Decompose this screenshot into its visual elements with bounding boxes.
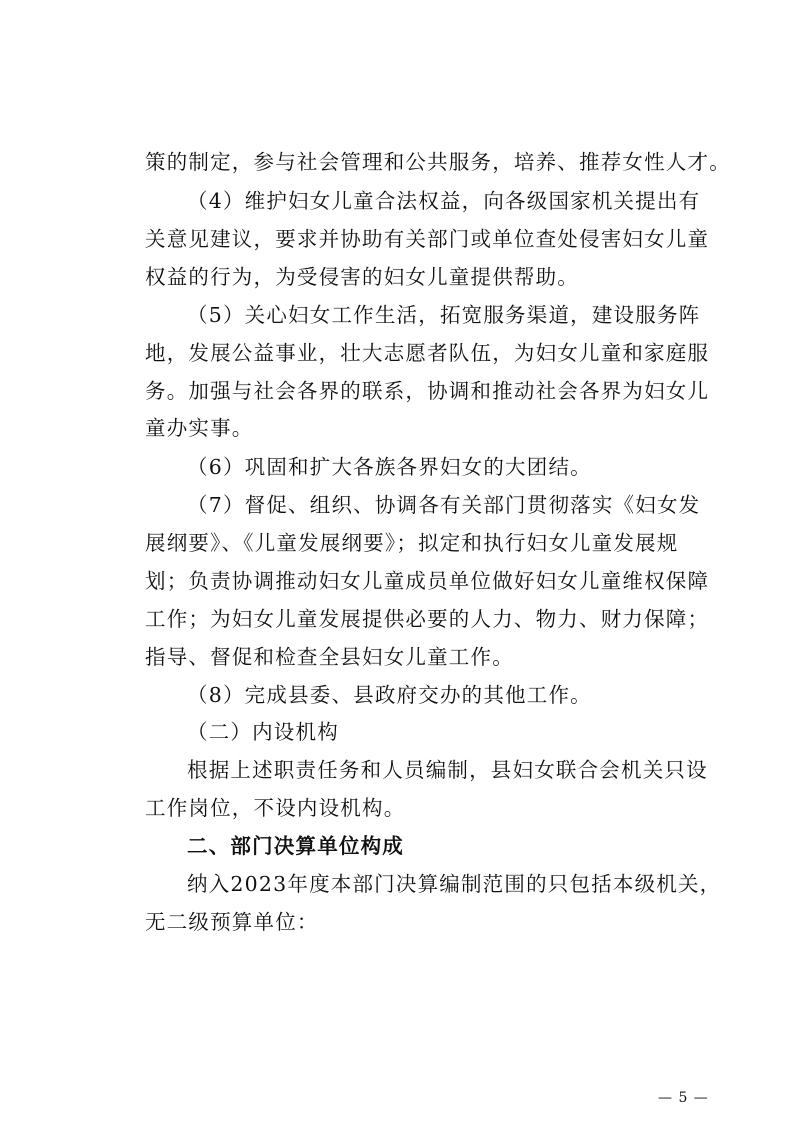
list-item-6: （6）巩固和扩大各族各界妇女的大团结。 — [187, 455, 592, 479]
body-text-line: 工作；为妇女儿童发展提供必要的人力、物力、财力保障； — [145, 607, 710, 631]
body-text-line: 权益的行为，为受侵害的妇女儿童提供帮助。 — [145, 265, 579, 289]
body-text-line: 策的制定，参与社会管理和公共服务，培养、推荐女性人才。 — [145, 150, 731, 174]
subsection-heading: （二）内设机构 — [187, 720, 339, 744]
list-item-7: （7）督促、组织、协调各有关部门贯彻落实《妇女发 — [187, 493, 701, 517]
section-heading: 二、部门决算单位构成 — [187, 834, 404, 858]
body-text-line: 地，发展公益事业，壮大志愿者队伍，为妇女儿童和家庭服 — [145, 341, 710, 365]
body-text-line: 童办实事。 — [145, 416, 254, 440]
body-text-line: 纳入2023年度本部门决算编制范围的只包括本级机关， — [187, 872, 722, 896]
body-text-line: 务。加强与社会各界的联系，协调和推动社会各界为妇女儿 — [145, 379, 710, 403]
body-text-line: 划；负责协调推动妇女儿童成员单位做好妇女儿童维权保障 — [145, 569, 710, 593]
page-number: — 5 — — [658, 1090, 709, 1106]
body-text-line: 无二级预算单位： — [145, 910, 319, 934]
body-text-line: 关意见建议，要求并协助有关部门或单位查处侵害妇女儿童 — [145, 227, 710, 251]
body-text-line: 展纲要》、《儿童发展纲要》；拟定和执行妇女儿童发展规 — [145, 531, 679, 555]
body-text-line: 指导、督促和检查全县妇女儿童工作。 — [145, 645, 514, 669]
list-item-8: （8）完成县委、县政府交办的其他工作。 — [187, 683, 592, 707]
list-item-5: （5）关心妇女工作生活，拓宽服务渠道，建设服务阵 — [187, 303, 701, 327]
list-item-4: （4）维护妇女儿童合法权益，向各级国家机关提出有 — [187, 189, 701, 213]
body-text-line: 工作岗位，不设内设机构。 — [145, 796, 406, 820]
body-text-line: 根据上述职责任务和人员编制，县妇女联合会机关只设 — [187, 758, 708, 782]
